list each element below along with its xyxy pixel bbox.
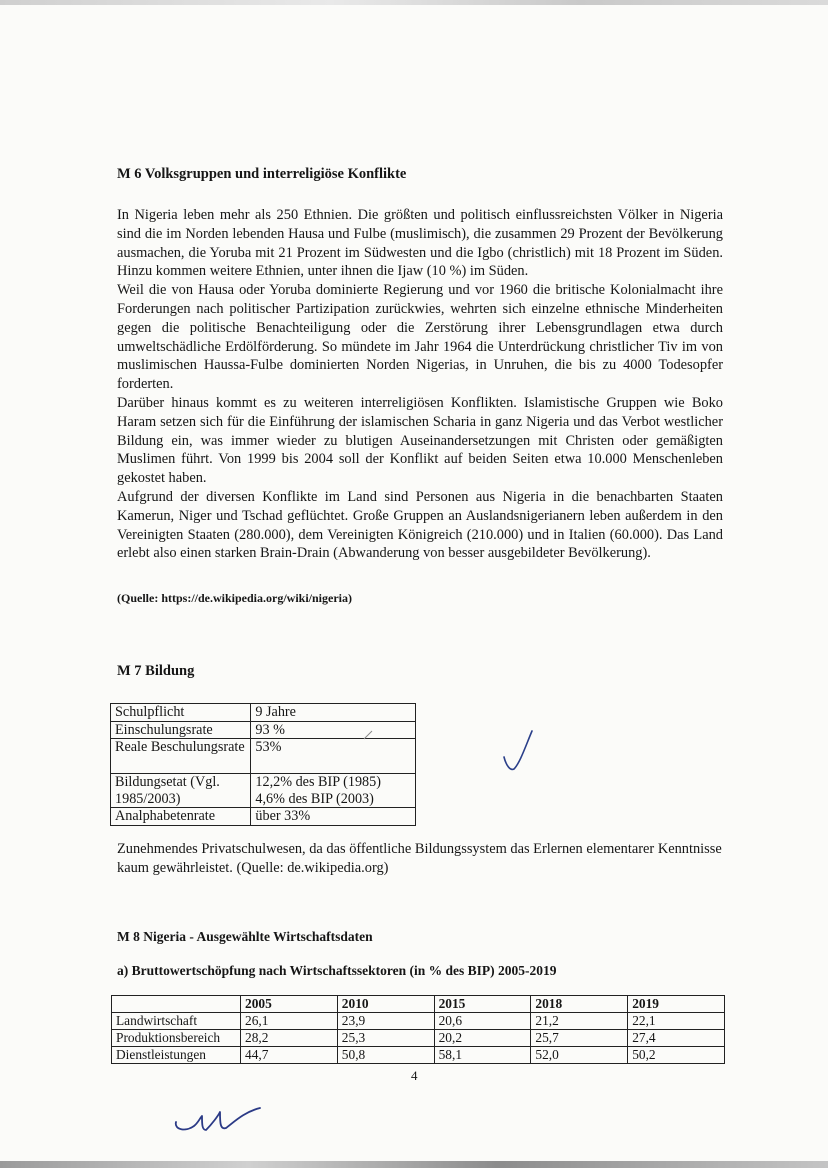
m6-heading: M 6 Volksgruppen und interreligiöse Konflikte: [117, 166, 407, 182]
m6-paragraph: Aufgrund der diversen Konflikte im Land sind Personen aus Nigeria in die benachbarten Staaten Kamerun, Niger und Tschad geflüchtet. Große Gruppen an Auslandsnigerianern leben außerdem in den Vereinigten Staaten (280.000), dem Vereinigten Königreich (210.000) und in Italien (60.000). Das Land erlebt also einen starken Brain-Drain (Abwanderung von besser ausgebildeter Bevölkerung).: [117, 488, 723, 562]
table-row: [112, 1013, 725, 1030]
page-number: 4: [411, 1068, 418, 1083]
table-cell: 21,2: [531, 1013, 628, 1030]
table-cell: 58,1: [434, 1047, 531, 1064]
table-cell-label: Schulpflicht: [111, 704, 251, 722]
table-cell: 23,9: [337, 1013, 434, 1030]
handwritten-signature: [172, 1104, 272, 1140]
pencil-tick-icon: [362, 729, 374, 741]
table-cell-value: 53%: [251, 739, 416, 774]
table-cell-label: Reale Beschulungsrate: [111, 739, 251, 774]
education-table: [110, 703, 416, 826]
table-header-year: 2015: [434, 996, 531, 1013]
table-row: [112, 1047, 725, 1064]
table-header-year: 2010: [337, 996, 434, 1013]
table-cell-label: Analphabetenrate: [111, 808, 251, 826]
m6-paragraph: Weil die von Hausa oder Yoruba dominierte Regierung und vor 1960 die britische Kolonialmacht ihre Forderungen nach politischer Partizipation zurückwies, wehrten sich einzelne ethnische Minderheiten gegen die politische Benachteiligung oder die Zerstörung ihrer Lebensgrundlagen etwa durch umweltschädliche Erdölförderung. So mündete im Jahr 1964 die Unterdrückung christlicher Tiv im von muslimischen Haussa-Fulbe dominierten Norden Nigerias, in Unruhen, die bis zu 4000 Todesopfer forderten.: [117, 282, 723, 393]
m7-heading: M 7 Bildung: [117, 663, 195, 679]
scan-edge-bottom: [0, 1161, 828, 1168]
table-row-label: Dienstleistungen: [112, 1047, 241, 1064]
table-cell-value: 12,2% des BIP (1985) 4,6% des BIP (2003): [251, 774, 416, 808]
economy-table: [111, 995, 725, 1064]
table-row: [111, 704, 416, 722]
checkmark-icon: [500, 727, 536, 775]
table-cell: 25,3: [337, 1030, 434, 1047]
table-cell-label: Bildungsetat (Vgl. 1985/2003): [111, 774, 251, 808]
m6-source: (Quelle: https://de.wikipedia.org/wiki/nigeria): [117, 591, 353, 605]
m8-subheading: a) Bruttowertschöpfung nach Wirtschaftssektoren (in % des BIP) 2005-2019: [117, 963, 557, 978]
table-cell: 52,0: [531, 1047, 628, 1064]
table-cell: 20,6: [434, 1013, 531, 1030]
m6-paragraph: In Nigeria leben mehr als 250 Ethnien. Die größten und politisch einflussreichsten Völker in Nigeria sind die im Norden lebenden Hausa und Fulbe (muslimisch), die zusammen 29 Prozent der Bevölkerung ausmachen, die Yoruba mit 21 Prozent im Südwesten und die Igbo (christlich) mit 18 Prozent im Süden. Hinzu kommen weitere Ethnien, unter ihnen die Ijaw (10 %) im Süden.: [117, 207, 723, 280]
table-cell: 20,2: [434, 1030, 531, 1047]
m8-heading: M 8 Nigeria - Ausgewählte Wirtschaftsdaten: [117, 929, 373, 944]
m6-paragraph: Darüber hinaus kommt es zu weiteren interreligiösen Konflikten. Islamistische Gruppen wie Boko Haram setzen sich für die Einführung der islamischen Scharia in ganz Nigeria und das Verbot westlicher Bildung ein, was immer wieder zu blutigen Auseinandersetzungen mit Christen oder gemäßigten Muslimen führt. Von 1999 bis 2004 soll der Konflikt auf beiden Seiten etwa 10.000 Menschenleben gekostet haben.: [117, 394, 723, 487]
table-cell: 50,8: [337, 1047, 434, 1064]
table-row-label: Landwirtschaft: [112, 1013, 241, 1030]
table-cell: 26,1: [241, 1013, 338, 1030]
table-cell: 22,1: [628, 1013, 725, 1030]
table-cell-value: 93 %: [251, 721, 416, 739]
table-row: [111, 808, 416, 826]
table-header-year: 2019: [628, 996, 725, 1013]
table-cell: 44,7: [241, 1047, 338, 1064]
table-row: [112, 1030, 725, 1047]
table-cell-value: über 33%: [251, 808, 416, 826]
table-cell: 50,2: [628, 1047, 725, 1064]
table-header-year: 2018: [531, 996, 628, 1013]
table-cell: 28,2: [241, 1030, 338, 1047]
table-row-label: Produktionsbereich: [112, 1030, 241, 1047]
table-cell-value: 9 Jahre: [251, 704, 416, 722]
table-header-empty: [112, 996, 241, 1013]
scan-edge-top: [0, 0, 828, 5]
table-header-year: 2005: [241, 996, 338, 1013]
table-header-row: [112, 996, 725, 1013]
table-row: [111, 739, 416, 774]
table-row: [111, 774, 416, 808]
table-cell: 27,4: [628, 1030, 725, 1047]
m7-note: Zunehmendes Privatschulwesen, da das öffentliche Bildungssystem das Erlernen elementarer Kenntnisse kaum gewährleistet. (Quelle: de.wikipedia.org): [117, 841, 722, 876]
table-cell: 25,7: [531, 1030, 628, 1047]
table-cell-label: Einschulungsrate: [111, 721, 251, 739]
m6-text: [117, 206, 723, 563]
